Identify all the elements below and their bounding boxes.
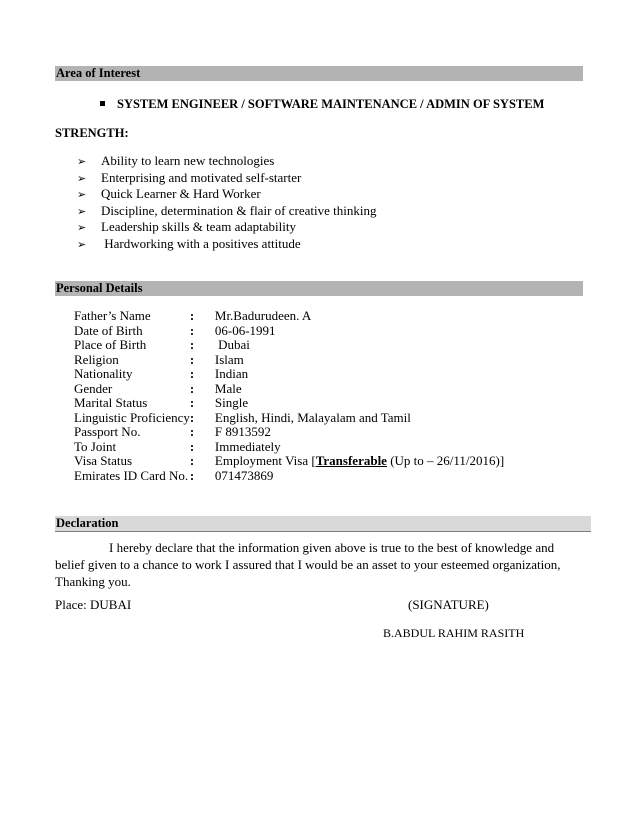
arrow-bullet-icon: ➢ bbox=[77, 189, 87, 201]
table-row: To Joint : Immediately bbox=[74, 438, 281, 454]
table-row: Linguistic Proficiency : English, Hindi, Malayalam and Tamil bbox=[74, 409, 411, 425]
list-item: ➢ Hardworking with a positives attitude bbox=[77, 236, 376, 253]
personal-details-heading: Personal Details bbox=[55, 281, 583, 296]
area-of-interest-heading: Area of Interest bbox=[55, 66, 583, 81]
table-row: Gender : Male bbox=[74, 380, 242, 396]
strength-heading: STRENGTH: bbox=[55, 126, 129, 140]
table-row: Marital Status : Single bbox=[74, 395, 249, 410]
personal-details-table bbox=[74, 309, 504, 483]
list-item: ➢ Quick Learner & Hard Worker bbox=[77, 186, 376, 203]
arrow-bullet-icon: ➢ bbox=[77, 156, 87, 168]
interest-item bbox=[100, 97, 544, 112]
square-bullet-icon bbox=[100, 101, 105, 106]
table-row: Passport No. : F 8913592 bbox=[74, 424, 271, 439]
place: Place: DUBAI bbox=[55, 597, 132, 612]
signatory-name: B.ABDUL RAHIM RASITH bbox=[383, 626, 525, 640]
table-row: Religion : Islam bbox=[74, 351, 244, 367]
table-row: Father’s Name : Mr.Badurudeen. A bbox=[74, 308, 312, 323]
declaration-heading: Declaration bbox=[55, 516, 591, 532]
interest-text: SYSTEM ENGINEER / SOFTWARE MAINTENANCE / ADMIN OF SYSTEM bbox=[117, 97, 545, 111]
table-row: Place of Birth : Dubai bbox=[74, 337, 250, 352]
arrow-bullet-icon: ➢ bbox=[77, 205, 87, 218]
table-row: Date of Birth : 06-06-1991 bbox=[74, 322, 276, 338]
arrow-bullet-icon: ➢ bbox=[77, 222, 87, 234]
arrow-bullet-icon: ➢ bbox=[77, 238, 87, 251]
arrow-bullet-icon: ➢ bbox=[77, 172, 87, 185]
list-item: ➢ Leadership skills & team adaptability bbox=[77, 219, 376, 236]
table-row: Emirates ID Card No. : 071473869 bbox=[74, 467, 274, 483]
list-item: ➢ Discipline, determination & flair of creative thinking bbox=[77, 203, 376, 220]
list-item: ➢ Enterprising and motivated self-starter bbox=[77, 170, 376, 187]
signature-label: (SIGNATURE) bbox=[408, 597, 489, 612]
strength-list bbox=[77, 153, 376, 252]
list-item: ➢ Ability to learn new technologies bbox=[77, 153, 376, 170]
table-row: Visa Status : Employment Visa [Transferable (Up to – 26/11/2016)] bbox=[74, 453, 505, 468]
declaration-text: I hereby declare that the information given above is true to the best of knowledge and belief given to a chance to work I assured that I would be an asset to your esteemed organization, Thanking you. bbox=[55, 540, 561, 589]
table-row: Nationality : Indian bbox=[74, 366, 249, 381]
